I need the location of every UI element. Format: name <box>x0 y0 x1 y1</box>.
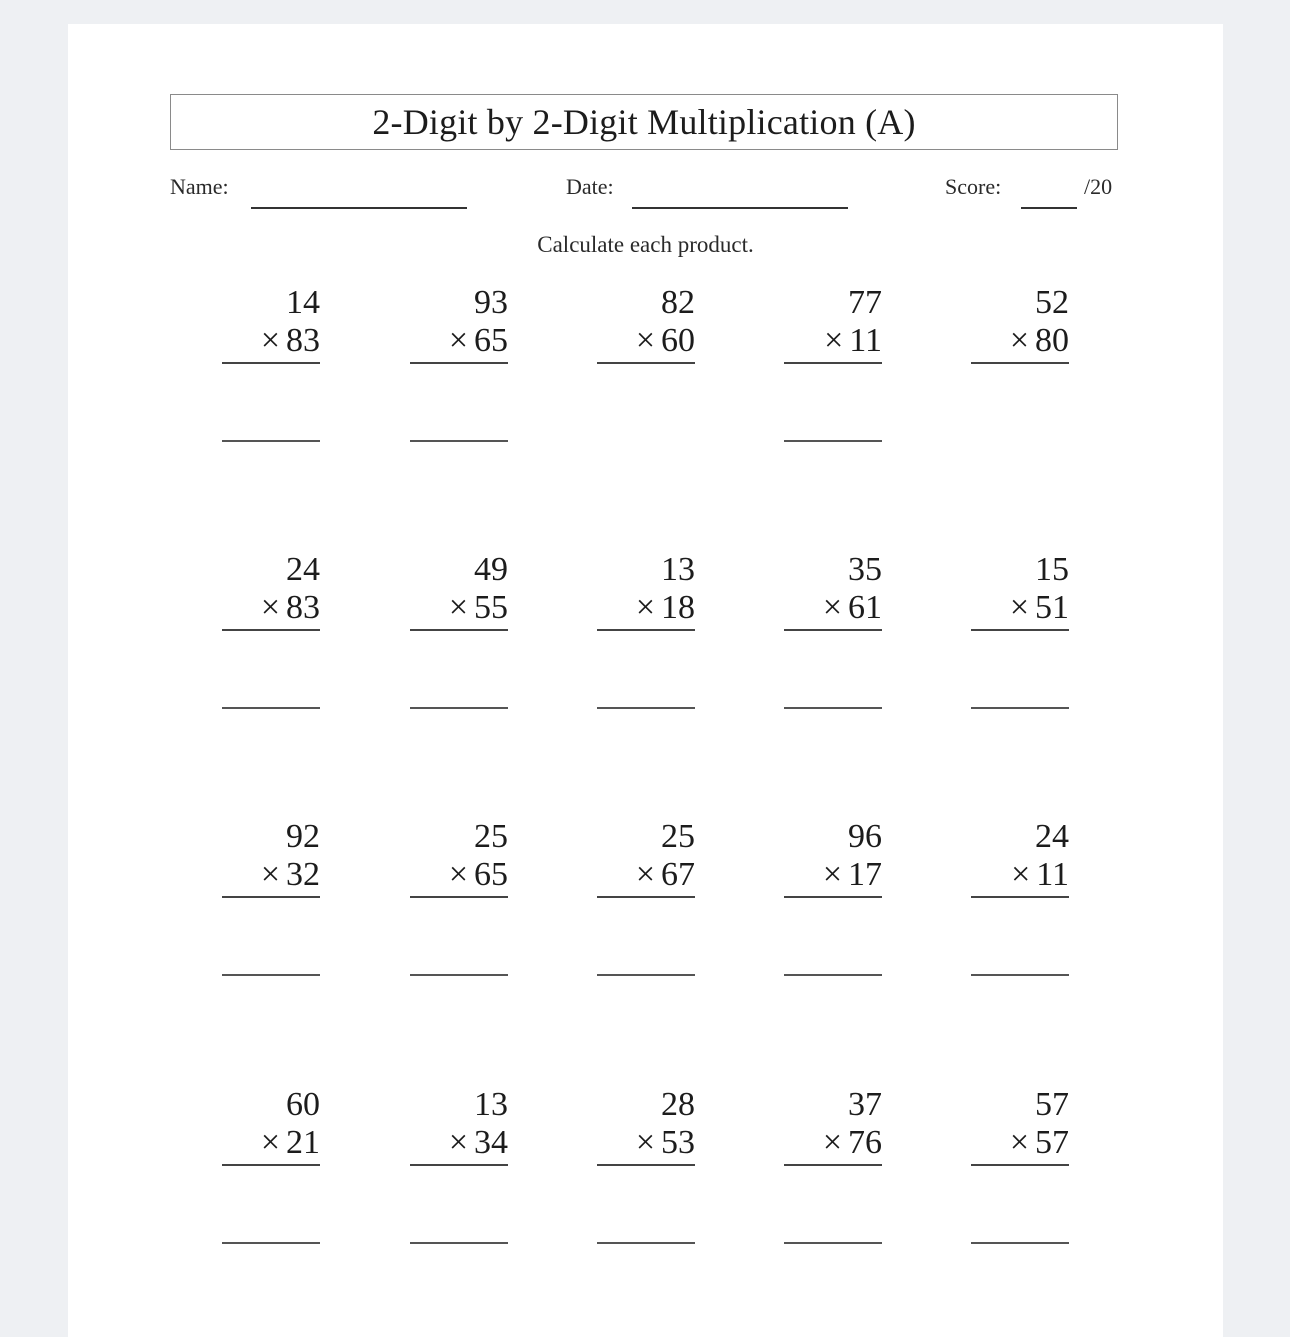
times-sign: × <box>822 1124 842 1161</box>
times-sign: × <box>448 322 468 359</box>
multiplicand: 25 <box>661 818 695 855</box>
multiplier: 17 <box>848 856 882 893</box>
problem-20 <box>971 1086 1069 1266</box>
multiplier-row <box>636 1124 695 1162</box>
problem-8 <box>597 551 695 731</box>
answer-line[interactable] <box>222 1242 320 1244</box>
problem-rule <box>784 896 882 898</box>
problem-6 <box>222 551 320 731</box>
multiplier: 60 <box>661 322 695 359</box>
answer-line[interactable] <box>410 440 508 442</box>
multiplier-row <box>823 589 882 627</box>
problem-3 <box>597 284 695 464</box>
problem-rule <box>222 896 320 898</box>
multiplicand: 52 <box>1035 284 1069 321</box>
problem-rule <box>222 362 320 364</box>
multiplier-row <box>636 589 695 627</box>
problem-rule <box>784 362 882 364</box>
problem-15 <box>971 818 1069 998</box>
problem-19 <box>784 1086 882 1266</box>
multiplicand: 13 <box>661 551 695 588</box>
problem-rule <box>971 896 1069 898</box>
times-sign: × <box>448 1124 468 1161</box>
times-sign: × <box>260 589 280 626</box>
problem-17 <box>410 1086 508 1266</box>
multiplier-row <box>261 322 320 360</box>
multiplicand: 24 <box>286 551 320 588</box>
times-sign: × <box>1009 1124 1029 1161</box>
problem-16 <box>222 1086 320 1266</box>
answer-line[interactable] <box>597 1242 695 1244</box>
times-sign: × <box>635 856 655 893</box>
answer-line[interactable] <box>597 974 695 976</box>
multiplicand: 57 <box>1035 1086 1069 1123</box>
multiplier-row <box>449 589 508 627</box>
multiplier-row <box>824 322 882 360</box>
multiplicand: 25 <box>474 818 508 855</box>
multiplier-row <box>1010 589 1069 627</box>
multiplier-row <box>1010 1124 1069 1162</box>
multiplier-row <box>261 589 320 627</box>
multiplier: 65 <box>474 856 508 893</box>
times-sign: × <box>1009 322 1029 359</box>
problem-rule <box>222 1164 320 1166</box>
problem-rule <box>410 896 508 898</box>
times-sign: × <box>260 856 280 893</box>
problem-rule <box>597 896 695 898</box>
worksheet-page <box>68 24 1223 1337</box>
multiplicand: 49 <box>474 551 508 588</box>
multiplier: 11 <box>1036 856 1069 893</box>
problem-rule <box>410 1164 508 1166</box>
times-sign: × <box>635 322 655 359</box>
problem-rule <box>222 629 320 631</box>
answer-line[interactable] <box>222 440 320 442</box>
answer-line[interactable] <box>971 974 1069 976</box>
problem-rule <box>971 1164 1069 1166</box>
problem-13 <box>597 818 695 998</box>
multiplicand: 92 <box>286 818 320 855</box>
answer-line[interactable] <box>222 974 320 976</box>
problem-7 <box>410 551 508 731</box>
problem-rule <box>597 1164 695 1166</box>
multiplicand: 82 <box>661 284 695 321</box>
problem-rule <box>597 629 695 631</box>
problem-rule <box>784 1164 882 1166</box>
times-sign: × <box>260 322 280 359</box>
times-sign: × <box>1009 589 1029 626</box>
multiplier: 21 <box>286 1124 320 1161</box>
answer-line[interactable] <box>410 974 508 976</box>
score-total: /20 <box>1084 174 1113 199</box>
multiplicand: 96 <box>848 818 882 855</box>
multiplier: 76 <box>848 1124 882 1161</box>
problem-12 <box>410 818 508 998</box>
times-sign: × <box>824 322 844 359</box>
multiplier-row <box>261 856 320 894</box>
multiplier-row <box>636 856 695 894</box>
multiplier: 34 <box>474 1124 508 1161</box>
multiplier: 83 <box>286 589 320 626</box>
multiplier-row <box>823 1124 882 1162</box>
times-sign: × <box>260 1124 280 1161</box>
multiplier: 11 <box>849 322 882 359</box>
problem-rule <box>971 362 1069 364</box>
multiplicand: 60 <box>286 1086 320 1123</box>
multiplier: 80 <box>1035 322 1069 359</box>
multiplicand: 14 <box>286 284 320 321</box>
problem-9 <box>784 551 882 731</box>
answer-line[interactable] <box>784 707 882 709</box>
instructions: Calculate each product. <box>537 232 754 257</box>
answer-line[interactable] <box>971 1242 1069 1244</box>
multiplicand: 77 <box>848 284 882 321</box>
problem-rule <box>410 362 508 364</box>
multiplier: 61 <box>848 589 882 626</box>
multiplier: 53 <box>661 1124 695 1161</box>
multiplier-row <box>261 1124 320 1162</box>
problem-5 <box>971 284 1069 464</box>
score-label: Score: <box>945 174 1002 199</box>
multiplier: 57 <box>1035 1124 1069 1161</box>
date-label: Date: <box>566 174 614 199</box>
multiplier-row <box>449 856 508 894</box>
answer-line[interactable] <box>971 707 1069 709</box>
answer-line[interactable] <box>784 974 882 976</box>
answer-line[interactable] <box>222 707 320 709</box>
multiplicand: 35 <box>848 551 882 588</box>
worksheet-title: 2-Digit by 2-Digit Multiplication (A) <box>372 102 916 142</box>
multiplicand: 15 <box>1035 551 1069 588</box>
answer-line[interactable] <box>784 440 882 442</box>
problem-grid <box>68 24 1223 1337</box>
multiplier: 51 <box>1035 589 1069 626</box>
multiplier-row <box>1011 856 1069 894</box>
multiplier-row <box>1010 322 1069 360</box>
problem-10 <box>971 551 1069 731</box>
multiplier: 32 <box>286 856 320 893</box>
problem-2 <box>410 284 508 464</box>
multiplier: 18 <box>661 589 695 626</box>
multiplicand: 13 <box>474 1086 508 1123</box>
problem-1 <box>222 284 320 464</box>
problem-11 <box>222 818 320 998</box>
multiplier-row <box>823 856 882 894</box>
multiplicand: 37 <box>848 1086 882 1123</box>
multiplicand: 24 <box>1035 818 1069 855</box>
multiplier: 65 <box>474 322 508 359</box>
name-label: Name: <box>170 174 229 199</box>
problem-18 <box>597 1086 695 1266</box>
problem-rule <box>784 629 882 631</box>
times-sign: × <box>448 856 468 893</box>
multiplicand: 93 <box>474 284 508 321</box>
problem-4 <box>784 284 882 464</box>
times-sign: × <box>822 856 842 893</box>
problem-rule <box>597 362 695 364</box>
times-sign: × <box>448 589 468 626</box>
answer-line[interactable] <box>410 707 508 709</box>
answer-line[interactable] <box>597 707 695 709</box>
multiplier-row <box>636 322 695 360</box>
times-sign: × <box>1011 856 1031 893</box>
problem-14 <box>784 818 882 998</box>
problem-rule <box>971 629 1069 631</box>
times-sign: × <box>635 589 655 626</box>
multiplier-row <box>449 322 508 360</box>
multiplier: 67 <box>661 856 695 893</box>
multiplicand: 28 <box>661 1086 695 1123</box>
multiplier: 83 <box>286 322 320 359</box>
times-sign: × <box>635 1124 655 1161</box>
multiplier-row <box>449 1124 508 1162</box>
problem-rule <box>410 629 508 631</box>
answer-line[interactable] <box>410 1242 508 1244</box>
times-sign: × <box>822 589 842 626</box>
multiplier: 55 <box>474 589 508 626</box>
answer-line[interactable] <box>784 1242 882 1244</box>
